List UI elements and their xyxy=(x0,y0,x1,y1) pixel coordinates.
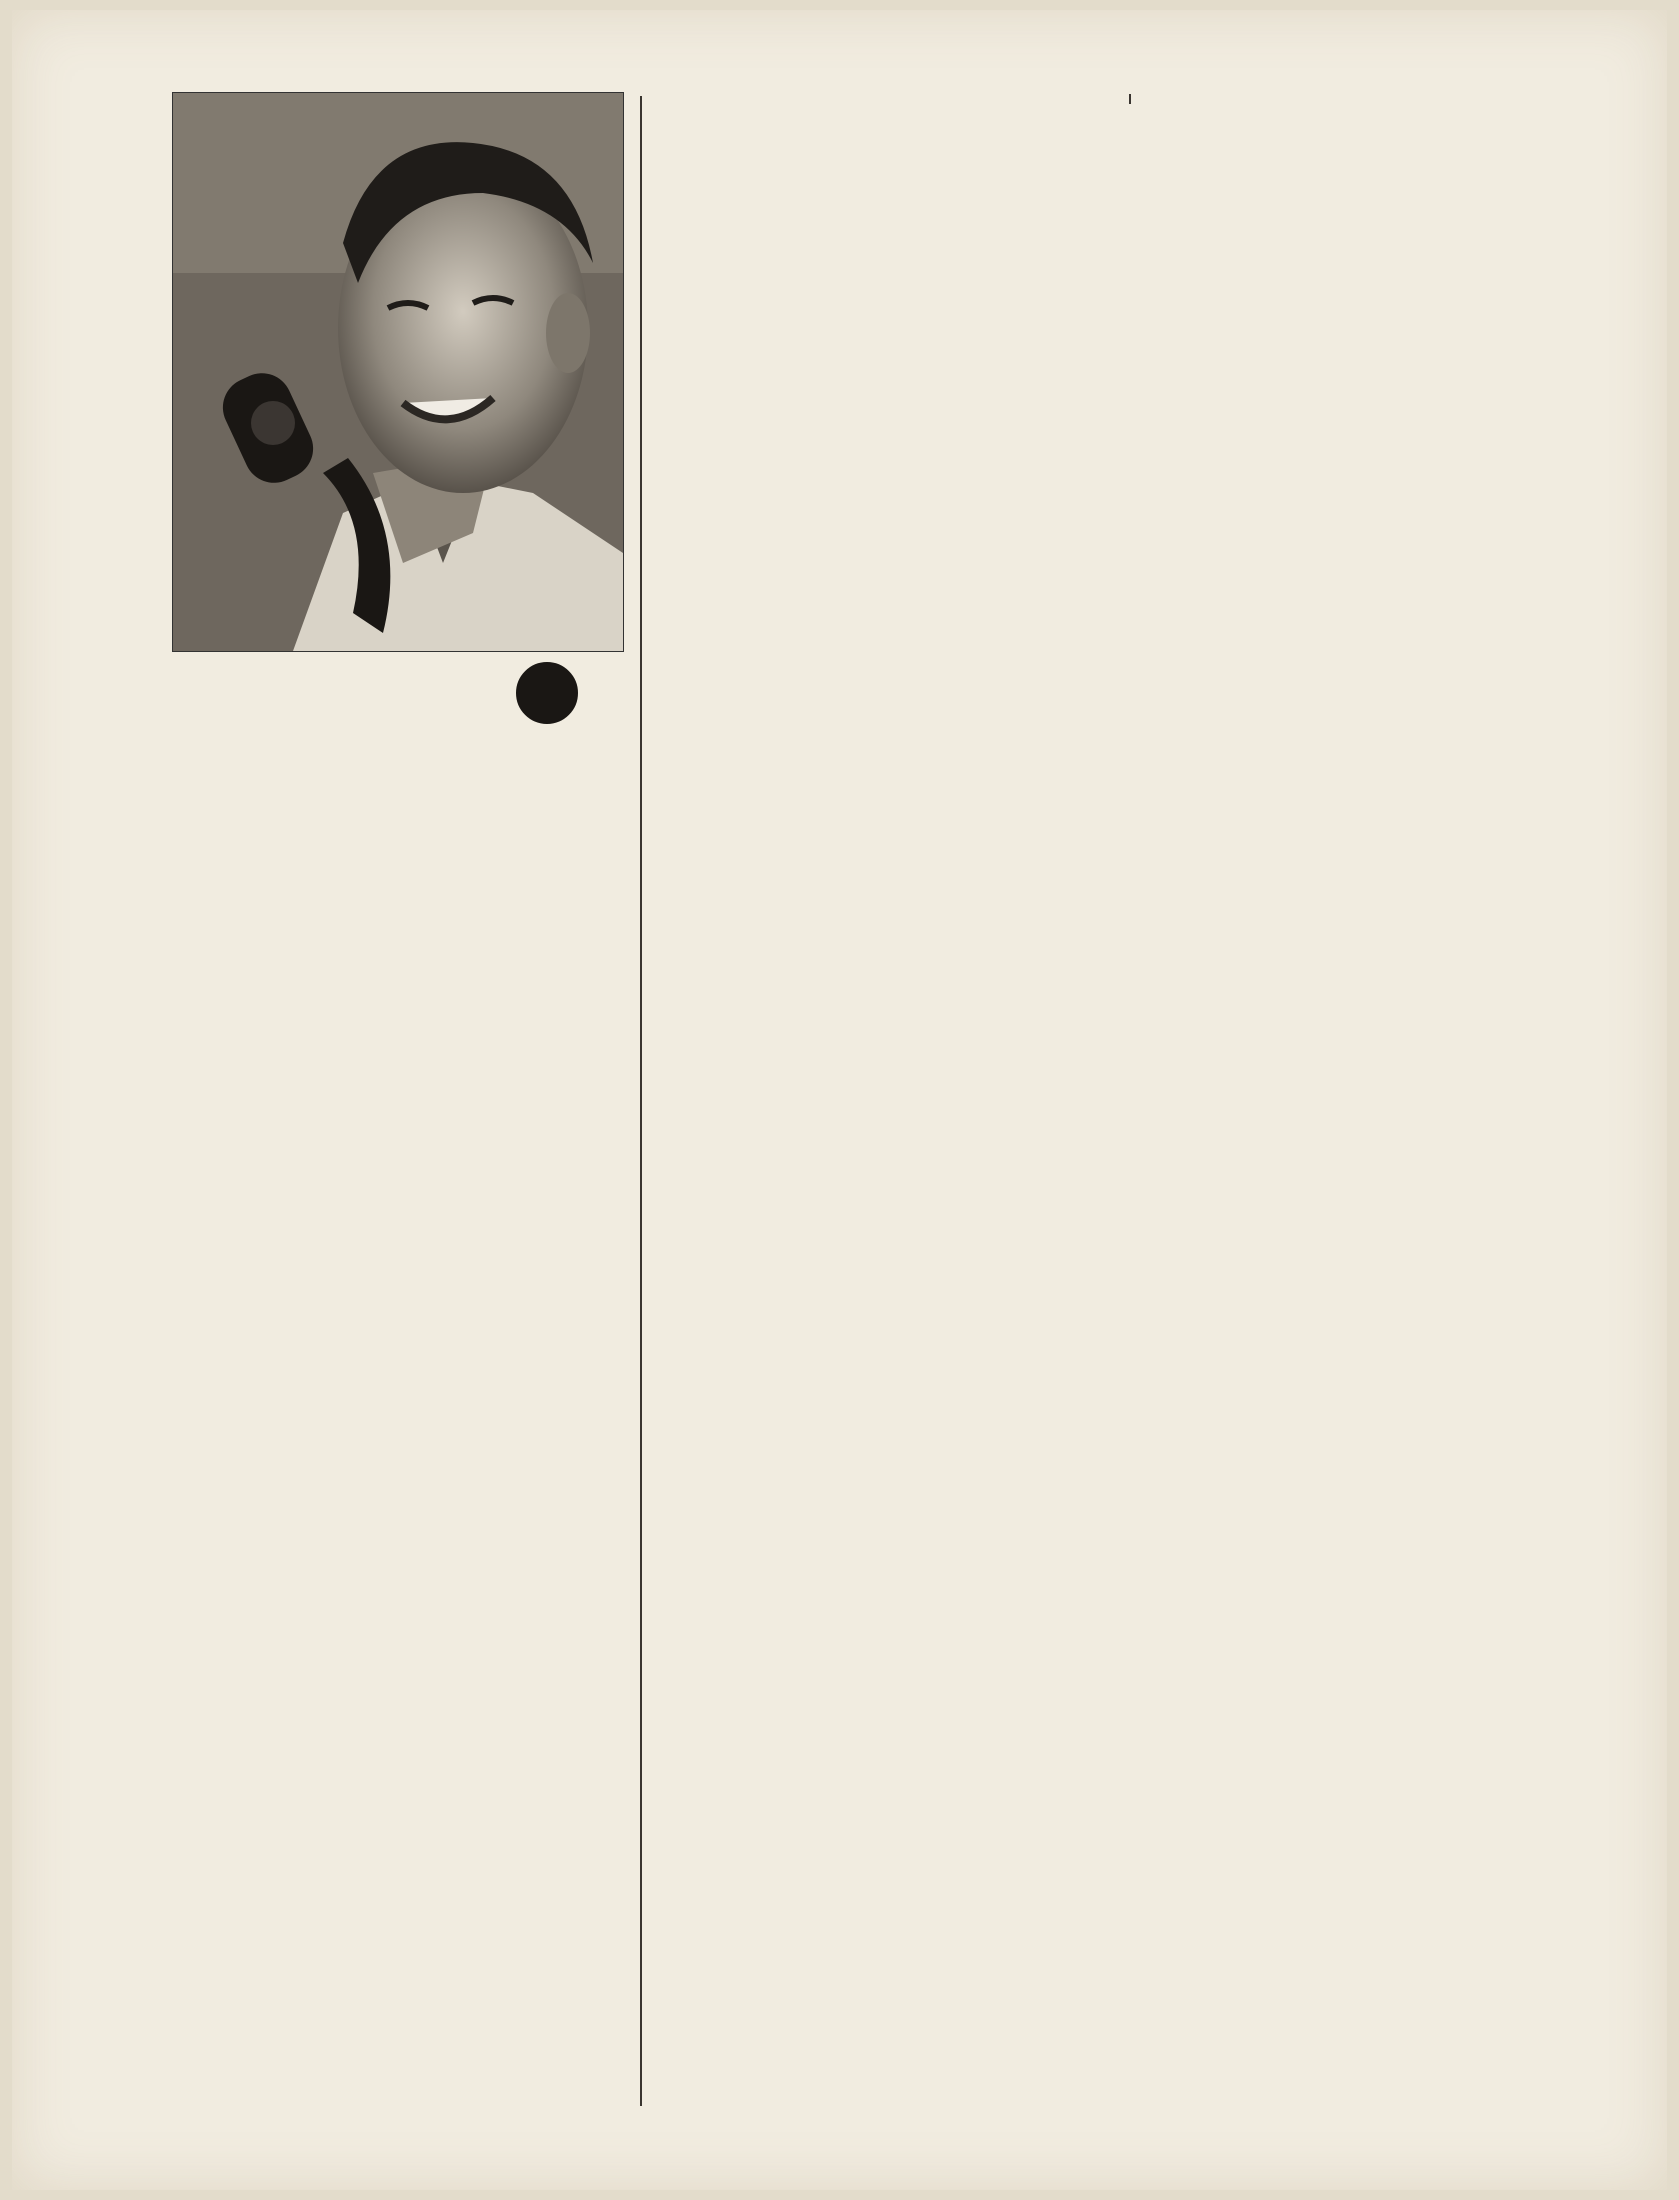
portrait-photo xyxy=(172,92,624,652)
column-rule-2 xyxy=(1129,94,1131,104)
public-service-seal xyxy=(516,662,578,724)
column-rule-1 xyxy=(640,96,642,2106)
magazine-page xyxy=(12,10,1667,2190)
savings-bond-ad xyxy=(172,92,622,724)
where-to-go-header xyxy=(654,92,1124,124)
disclaimer-row xyxy=(176,662,622,724)
where-to-go-column xyxy=(654,92,1124,138)
